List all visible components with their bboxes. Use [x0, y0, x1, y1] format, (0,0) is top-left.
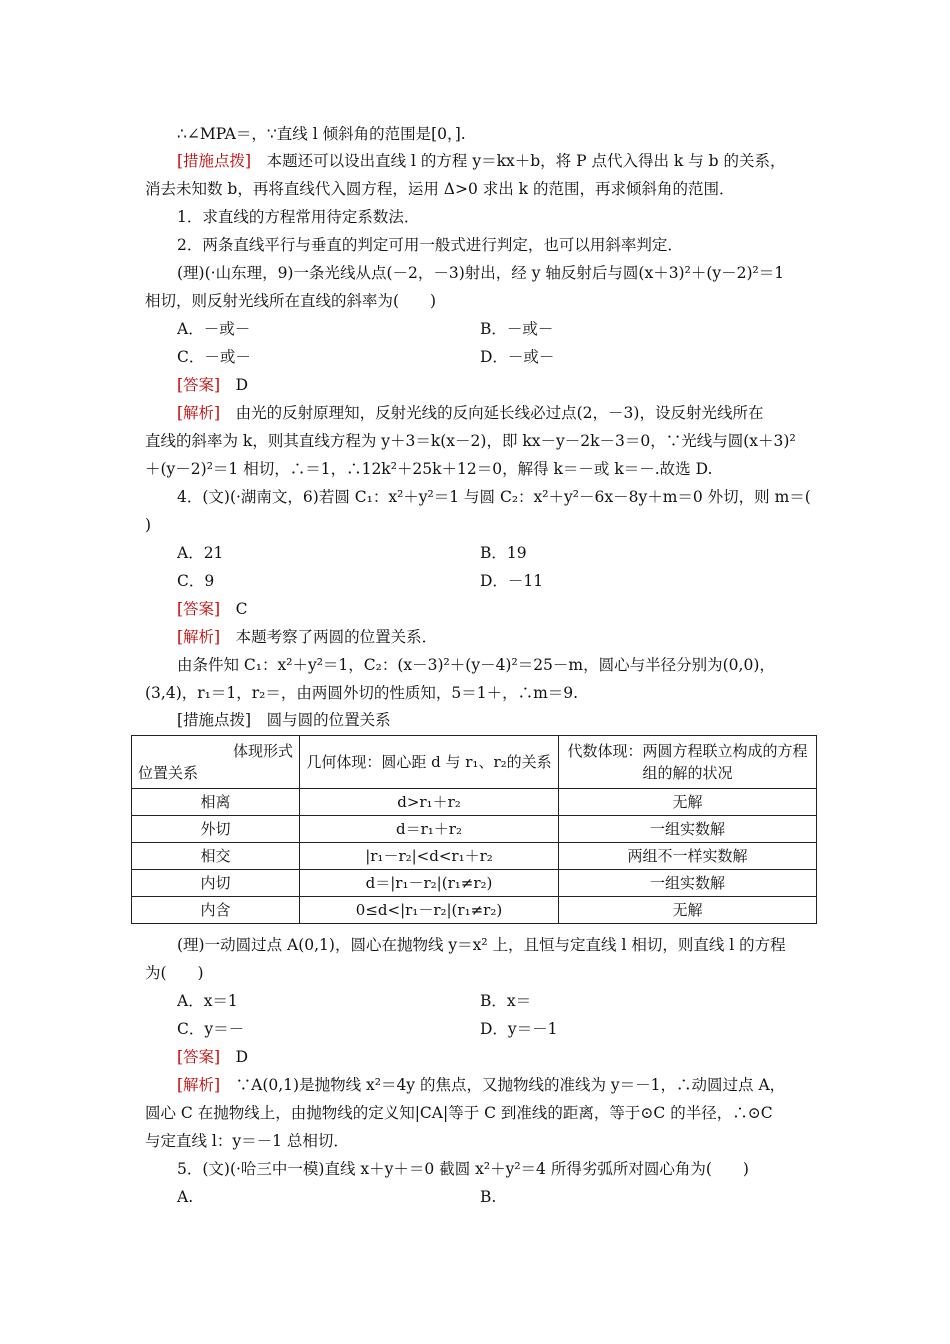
- text-line: [177, 709, 847, 731]
- table-cell-relation: 内含: [132, 897, 300, 924]
- table-cell-algebra: 无解: [559, 897, 817, 924]
- analysis-tag: [解析]: [177, 628, 221, 646]
- answer-value: D: [235, 1048, 249, 1066]
- table-cell-algebra: 两组不一样实数解: [559, 843, 817, 870]
- text-line: 1．求直线的方程常用待定系数法．: [177, 208, 420, 226]
- measure-tag: [措施点拨]: [177, 711, 252, 729]
- table-cell-relation: 相交: [132, 843, 300, 870]
- text-span: 本题考察了两圆的位置关系．: [235, 628, 438, 646]
- option-c: C．9: [177, 572, 215, 590]
- answer-line: [177, 374, 847, 396]
- option-b: B．x＝: [480, 992, 532, 1010]
- question-line: ): [145, 516, 152, 534]
- text-line: 与定直线 l：y＝－1 总相切．: [145, 1132, 349, 1150]
- question-line: 为( ): [145, 964, 204, 982]
- option-d: D．－或－: [480, 348, 555, 366]
- analysis-tag: [解析]: [177, 1076, 221, 1094]
- option-a: A．－或－: [177, 320, 251, 338]
- option-a: A.: [177, 1188, 194, 1206]
- option-b: B.: [480, 1188, 497, 1206]
- text-line: ∴∠MPA＝，∵直线 l 倾斜角的范围是[0，].: [177, 125, 466, 143]
- table-cell-relation: 相离: [132, 789, 300, 816]
- answer-value: C: [235, 600, 248, 618]
- text-line: 圆心 C 在抛物线上，由抛物线的定义知|CA|等于 C 到准线的距离，等于⊙C 的半径，∴⊙C: [145, 1104, 773, 1122]
- table-row: [132, 789, 817, 816]
- table-cell-geometry: |r₁－r₂|<d<r₁＋r₂: [300, 843, 559, 870]
- table-row: [132, 870, 817, 897]
- table-header-corner: [132, 736, 300, 789]
- table-row: [132, 897, 817, 924]
- table-header-geometry: 几何体现：圆心距 d 与 r₁、r₂的关系: [300, 736, 559, 789]
- table-row: [132, 843, 817, 870]
- option-d: D．y＝－1: [480, 1020, 558, 1038]
- table-cell-relation: 内切: [132, 870, 300, 897]
- analysis-line: [177, 626, 847, 648]
- question-line: (理)一动圆过点 A(0,1)，圆心在抛物线 y＝x² 上，且恒与定直线 l 相切，则直线 l 的方程: [177, 936, 786, 954]
- answer-line: [177, 1046, 847, 1068]
- header-corner-top: 体现形式: [232, 742, 293, 760]
- text-line: [177, 150, 847, 172]
- table-cell-algebra: 一组实数解: [559, 816, 817, 843]
- answer-tag: [答案]: [177, 600, 221, 618]
- option-b: B．－或－: [480, 320, 554, 338]
- option-c: C．－或－: [177, 348, 251, 366]
- question-line: 4．(文)(·湖南文，6)若圆 C₁：x²＋y²＝1 与圆 C₂：x²＋y²－6x－8y＋m＝0 外切，则 m＝(: [177, 488, 811, 506]
- question-line: 相切，则反射光线所在直线的斜率为( ): [145, 292, 437, 310]
- answer-tag: [答案]: [177, 1048, 221, 1066]
- option-c: C．y＝－: [177, 1020, 245, 1038]
- table-row: [132, 816, 817, 843]
- question-line: 5．(文)(·哈三中一模)直线 x＋y＋＝0 截圆 x²＋y²＝4 所得劣弧所对圆心角为( ): [177, 1160, 749, 1178]
- option-line: [177, 542, 847, 564]
- option-b: B．19: [480, 544, 527, 562]
- table-cell-geometry: d＝r₁＋r₂: [300, 816, 559, 843]
- measure-tag: [措施点拨]: [177, 152, 252, 170]
- text-span: 圆与圆的位置关系: [266, 711, 391, 729]
- table-cell-relation: 外切: [132, 816, 300, 843]
- header-corner-bottom: 位置关系: [138, 764, 199, 782]
- answer-line: [177, 598, 847, 620]
- option-a: A．x＝1: [177, 992, 238, 1010]
- table-header-row: [132, 736, 817, 789]
- text-line: 直线的斜率为 k，则其直线方程为 y＋3＝k(x－2)，即 kx－y－2k－3＝0，∵光线与圆(x＋3)²: [145, 432, 796, 450]
- option-d: D．－11: [480, 572, 544, 590]
- text-line: 由条件知 C₁：x²＋y²＝1，C₂：(x－3)²＋(y－4)²＝25－m，圆心与半径分别为(0,0)，: [177, 656, 775, 674]
- option-line: [177, 990, 847, 1012]
- text-line: ＋(y－2)²＝1 相切，∴＝1，∴12k²＋25k＋12＝0，解得 k＝－或 k＝－.故选 D.: [145, 460, 713, 478]
- table-cell-algebra: 无解: [559, 789, 817, 816]
- text-line: 消去未知数 b，再将直线代入圆方程，运用 Δ>0 求出 k 的范围，再求倾斜角的范围．: [145, 180, 735, 198]
- circle-relation-table: [131, 735, 817, 924]
- question-line: (理)(·山东理，9)一条光线从点(－2，－3)射出，经 y 轴反射后与圆(x＋3)²＋(y－2)²＝1: [177, 264, 785, 282]
- table-header-algebra: 代数体现：两圆方程联立构成的方程组的解的状况: [559, 736, 817, 789]
- text-span: 本题还可以设出直线 l 的方程 y＝kx＋b，将 P 点代入得出 k 与 b 的关系，: [266, 152, 786, 170]
- text-span: 由光的反射原理知，反射光线的反向延长线必过点(2，－3)，设反射光线所在: [235, 404, 764, 422]
- text-span: ∵A(0,1)是抛物线 x²＝4y 的焦点，又抛物线的准线为 y＝－1，∴动圆过点 A，: [235, 1076, 786, 1094]
- table-cell-geometry: 0≤d<|r₁－r₂|(r₁≠r₂): [300, 897, 559, 924]
- option-line: [177, 570, 847, 592]
- option-line: [177, 1186, 847, 1208]
- table-cell-geometry: d>r₁＋r₂: [300, 789, 559, 816]
- option-line: [177, 318, 847, 340]
- analysis-line: [177, 1074, 847, 1096]
- answer-tag: [答案]: [177, 376, 221, 394]
- analysis-line: [177, 402, 847, 424]
- answer-value: D: [235, 376, 249, 394]
- option-line: [177, 346, 847, 368]
- table-cell-geometry: d＝|r₁－r₂|(r₁≠r₂): [300, 870, 559, 897]
- analysis-tag: [解析]: [177, 404, 221, 422]
- text-line: (3,4)，r₁＝1，r₂＝，由两圆外切的性质知，5＝1＋，∴m＝9.: [145, 684, 579, 702]
- text-line: 2．两条直线平行与垂直的判定可用一般式进行判定，也可以用斜率判定．: [177, 236, 683, 254]
- table-cell-algebra: 一组实数解: [559, 870, 817, 897]
- option-a: A．21: [177, 544, 224, 562]
- option-line: [177, 1018, 847, 1040]
